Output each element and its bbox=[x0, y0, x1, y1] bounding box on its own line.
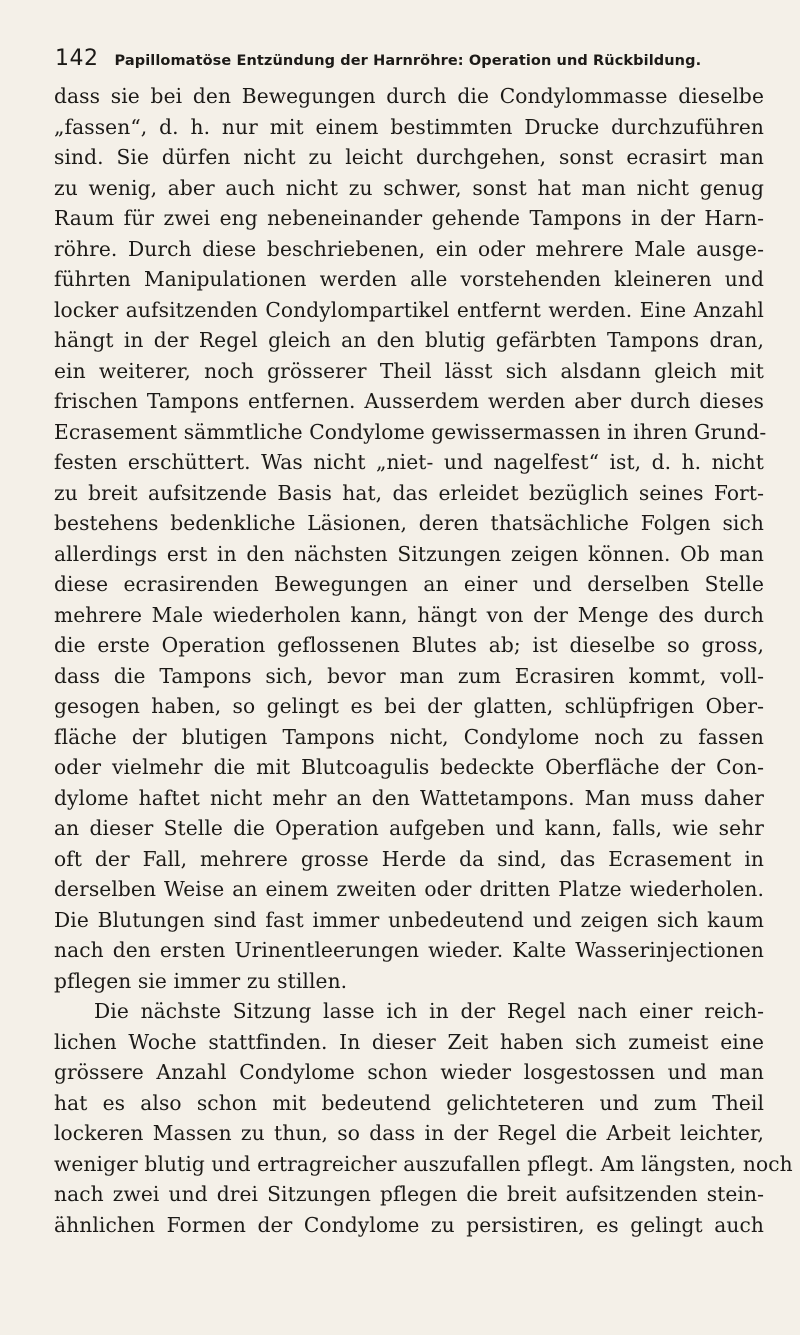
text-line: Die Blutungen sind fast immer unbedeutend und zeigen sich kaum bbox=[54, 907, 764, 932]
text-line: nach zwei und drei Sitzungen pflegen die breit aufsitzenden stein- bbox=[54, 1182, 764, 1206]
running-head bbox=[55, 46, 755, 74]
text-line: zu wenig, aber auch nicht zu schwer, sonst hat man nicht genug bbox=[54, 175, 764, 200]
text-line: fläche der blutigen Tampons nicht, Condylome noch zu fassen bbox=[54, 724, 764, 749]
text-line: pflegen sie immer zu stillen. bbox=[54, 968, 348, 993]
text-line: oft der Fall, mehrere grosse Herde da sind, das Ecrasement in bbox=[54, 846, 764, 871]
page-number: 142 bbox=[55, 46, 99, 71]
text-line: bestehens bedenkliche Läsionen, deren thatsächliche Folgen sich bbox=[54, 511, 764, 535]
text-line: führten Manipulationen werden alle vorstehenden kleineren und bbox=[54, 267, 764, 291]
text-line: lockeren Massen zu thun, so dass in der Regel die Arbeit leichter, bbox=[54, 1121, 764, 1145]
text-line: hängt in der Regel gleich an den blutig gefärbten Tampons dran, bbox=[54, 328, 764, 352]
text-line: dylome haftet nicht mehr an den Wattetampons. Man muss daher bbox=[54, 785, 764, 810]
text-line: ein weiterer, noch grösserer Theil lässt sich alsdann gleich mit bbox=[54, 358, 764, 383]
text-line: röhre. Durch diese beschriebenen, ein oder mehrere Male ausge- bbox=[54, 236, 764, 261]
body-text bbox=[54, 81, 793, 1240]
text-line: allerdings erst in den nächsten Sitzungen zeigen können. Ob man bbox=[54, 541, 764, 566]
text-line: gesogen haben, so gelingt es bei der glatten, schlüpfrigen Ober- bbox=[54, 694, 764, 718]
text-line: diese ecrasirenden Bewegungen an einer und derselben Stelle bbox=[54, 572, 764, 596]
text-line: ähnlichen Formen der Condylome zu persistiren, es gelingt auch bbox=[54, 1212, 764, 1237]
text-line: zu breit aufsitzende Basis hat, das erleidet bezüglich seines Fort- bbox=[54, 480, 764, 505]
text-line: weniger blutig und ertragreicher auszufallen pflegt. Am längsten, noch bbox=[54, 1151, 793, 1176]
running-title: Papillomatöse Entzündung der Harnröhre: Operation und Rückbildung. bbox=[114, 53, 702, 69]
text-line: Raum für zwei eng nebeneinander gehende Tampons in der Harn- bbox=[54, 206, 764, 230]
text-line: „fassen“, d. h. nur mit einem bestimmten Drucke durchzuführen bbox=[54, 114, 764, 139]
text-line: locker aufsitzenden Condylompartikel entfernt werden. Eine Anzahl bbox=[54, 297, 764, 322]
text-line: oder vielmehr die mit Blutcoagulis bedeckte Oberfläche der Con- bbox=[54, 755, 764, 779]
text-line: hat es also schon mit bedeutend gelichteteren und zum Theil bbox=[54, 1090, 764, 1115]
text-line: dass sie bei den Bewegungen durch die Condylommasse dieselbe bbox=[54, 84, 764, 108]
text-line: an dieser Stelle die Operation aufgeben und kann, falls, wie sehr bbox=[54, 816, 764, 840]
text-line: grössere Anzahl Condylome schon wieder losgestossen und man bbox=[54, 1060, 764, 1084]
text-line: festen erschüttert. Was nicht „niet- und nagelfest“ ist, d. h. nicht bbox=[54, 450, 764, 474]
text-line: sind. Sie dürfen nicht zu leicht durchgehen, sonst ecrasirt man bbox=[54, 145, 764, 169]
text-line: dass die Tampons sich, bevor man zum Ecrasiren kommt, voll- bbox=[54, 663, 764, 688]
text-line: Ecrasement sämmtliche Condylome gewissermassen in ihren Grund- bbox=[54, 419, 767, 444]
text-line: frischen Tampons entfernen. Ausserdem werden aber durch dieses bbox=[54, 389, 764, 413]
text-line: nach den ersten Urinentleerungen wieder. Kalte Wasserinjectionen bbox=[54, 938, 764, 962]
text-line: Die nächste Sitzung lasse ich in der Regel nach einer reich- bbox=[94, 999, 764, 1023]
text-line: lichen Woche stattfinden. In dieser Zeit haben sich zumeist eine bbox=[54, 1029, 764, 1054]
text-line: mehrere Male wiederholen kann, hängt von der Menge des durch bbox=[54, 602, 764, 627]
text-line: derselben Weise an einem zweiten oder dritten Platze wiederholen. bbox=[54, 877, 764, 901]
text-line: die erste Operation geflossenen Blutes ab; ist dieselbe so gross, bbox=[54, 633, 764, 657]
